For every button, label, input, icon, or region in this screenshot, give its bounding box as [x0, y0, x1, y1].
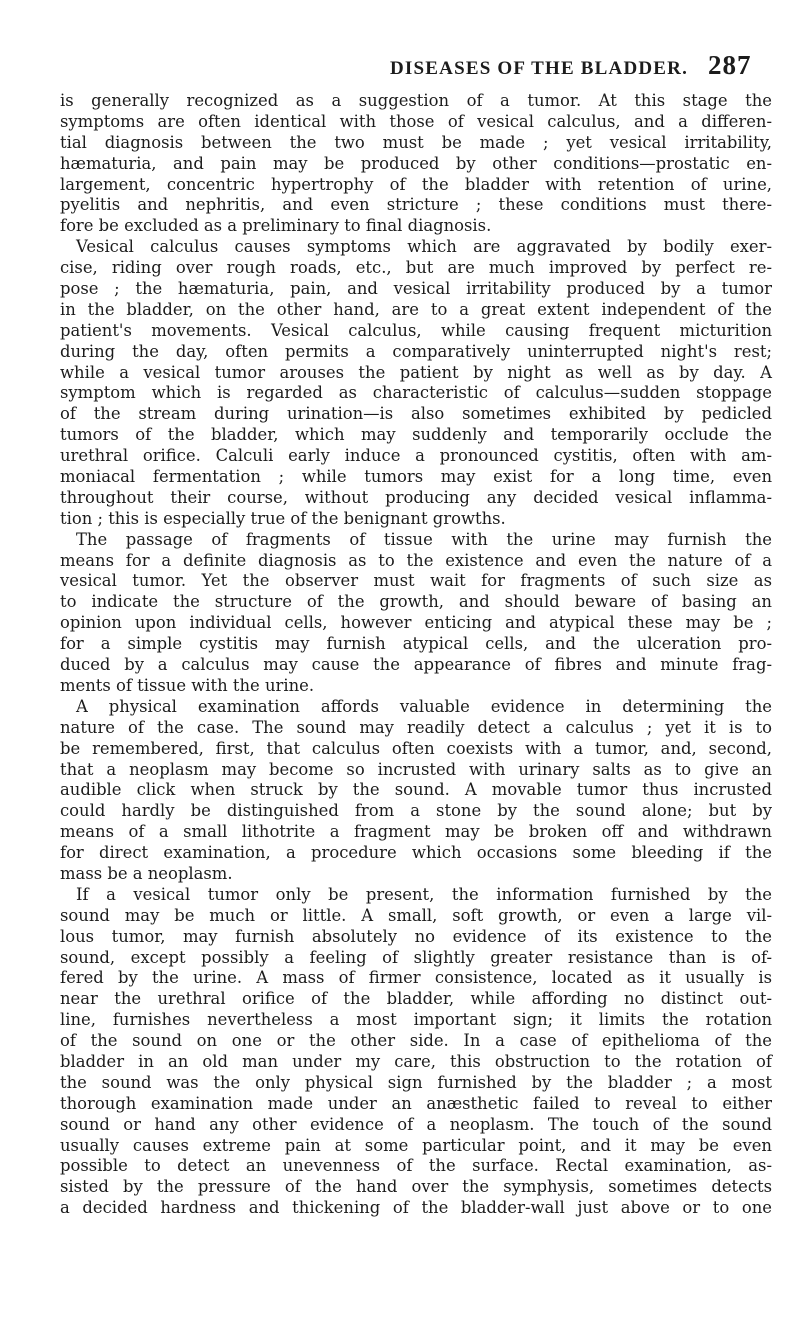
text-line: sound, except possibly a feeling of slightly greater resistance than is of- — [60, 947, 772, 967]
text-line: usually causes extreme pain at some particular point, and it may be even — [60, 1135, 772, 1155]
text-line: while a vesical tumor arouses the patient by night as well as by day. A — [60, 362, 772, 382]
text-line: in the bladder, on the other hand, are to a great extent independent of the — [60, 299, 772, 319]
text-line: mass be a neoplasm. — [60, 863, 233, 883]
text-line: for direct examination, a procedure which occasions some bleeding if the — [60, 843, 772, 863]
text-line: symptoms are often identical with those of vesical calculus, and a differen- — [60, 111, 772, 131]
page-number: 287 — [708, 50, 752, 80]
text-line: vesical tumor. Yet the observer must wait for fragments of such size as — [60, 571, 772, 591]
text-line: could hardly be distinguished from a stone by the sound alone; but by — [60, 801, 772, 821]
text-line: The passage of fragments of tissue with the urine may furnish the — [76, 529, 772, 549]
text-line: a decided hardness and thickening of the bladder-wall just above or to one — [60, 1198, 772, 1218]
text-line: sound may be much or little. A small, soft growth, or even a large vil- — [60, 905, 772, 925]
text-line: pyelitis and nephritis, and even stricture ; these conditions must there- — [60, 195, 772, 215]
text-line: A physical examination affords valuable evidence in determining the — [76, 696, 772, 716]
text-line: fore be excluded as a preliminary to final diagnosis. — [60, 216, 492, 236]
text-line: is generally recognized as a suggestion of a tumor. At this stage the — [60, 91, 772, 110]
text-line: line, furnishes nevertheless a most important sign; it limits the rotation — [60, 1010, 772, 1030]
text-line: means of a small lithotrite a fragment may be broken off and withdrawn — [60, 822, 772, 842]
text-line: lous tumor, may furnish absolutely no evidence of its existence to the — [60, 926, 772, 946]
text-line: throughout their course, without producing any decided vesical inflamma- — [60, 487, 772, 507]
text-line: sisted by the pressure of the hand over the symphysis, sometimes detects — [60, 1177, 772, 1197]
text-line: fered by the urine. A mass of firmer consistence, located as it usually is — [60, 968, 772, 988]
text-line: means for a definite diagnosis as to the existence and even the nature of a — [60, 550, 772, 570]
text-line: cise, riding over rough roads, etc., but are much improved by perfect re- — [60, 258, 772, 278]
text-line: the sound was the only physical sign furnished by the bladder ; a most — [60, 1072, 772, 1092]
text-line: be remembered, first, that calculus often coexists with a tumor, and, second, — [60, 738, 772, 758]
body-text — [60, 91, 772, 1219]
text-line: tion ; this is especially true of the benignant growths. — [60, 508, 506, 528]
text-line: possible to detect an unevenness of the surface. Rectal examination, as- — [60, 1156, 772, 1176]
text-line: to indicate the structure of the growth, and should beware of basing an — [60, 592, 772, 612]
text-line: If a vesical tumor only be present, the information furnished by the — [76, 884, 772, 904]
text-line: duced by a calculus may cause the appearance of fibres and minute frag- — [60, 655, 772, 675]
text-line: symptom which is regarded as characteristic of calculus—sudden stoppage — [60, 383, 772, 403]
text-line: tumors of the bladder, which may suddenly and temporarily occlude the — [60, 425, 772, 445]
text-line: urethral orifice. Calculi early induce a pronounced cystitis, often with am- — [60, 446, 772, 466]
text-line: patient's movements. Vesical calculus, while causing frequent micturition — [60, 320, 772, 340]
text-line: of the sound on one or the other side. In a case of epithelioma of the — [60, 1031, 772, 1051]
text-line: moniacal fermentation ; while tumors may exist for a long time, even — [60, 467, 772, 487]
text-line: that a neoplasm may become so incrusted with urinary salts as to give an — [60, 759, 772, 779]
text-line: Vesical calculus causes symptoms which are aggravated by bodily exer- — [76, 237, 772, 257]
text-line: thorough examination made under an anæsthetic failed to reveal to either — [60, 1093, 772, 1113]
text-line: audible click when struck by the sound. A movable tumor thus incrusted — [60, 780, 772, 800]
text-line: bladder in an old man under my care, this obstruction to the rotation of — [60, 1051, 772, 1071]
text-line: for a simple cystitis may furnish atypical cells, and the ulceration pro- — [60, 634, 772, 654]
text-line: during the day, often permits a comparatively uninterrupted night's rest; — [60, 341, 772, 361]
text-line: tial diagnosis between the two must be made ; yet vesical irritability, — [60, 132, 772, 152]
text-line: near the urethral orifice of the bladder, while affording no distinct out- — [60, 989, 772, 1009]
text-line: largement, concentric hypertrophy of the bladder with retention of urine, — [60, 174, 772, 194]
text-line: of the stream during urination—is also sometimes exhibited by pedicled — [60, 404, 772, 424]
text-line: sound or hand any other evidence of a neoplasm. The touch of the sound — [60, 1114, 772, 1134]
text-line: pose ; the hæmaturia, pain, and vesical irritability produced by a tumor — [60, 279, 772, 299]
text-line: opinion upon individual cells, however enticing and atypical these may be ; — [60, 613, 772, 633]
text-line: ments of tissue with the urine. — [60, 675, 315, 695]
text-line: hæmaturia, and pain may be produced by other conditions—prostatic en- — [60, 153, 772, 173]
running-head: DISEASES OF THE BLADDER. — [390, 58, 689, 79]
text-line: nature of the case. The sound may readily detect a calculus ; yet it is to — [60, 717, 772, 737]
